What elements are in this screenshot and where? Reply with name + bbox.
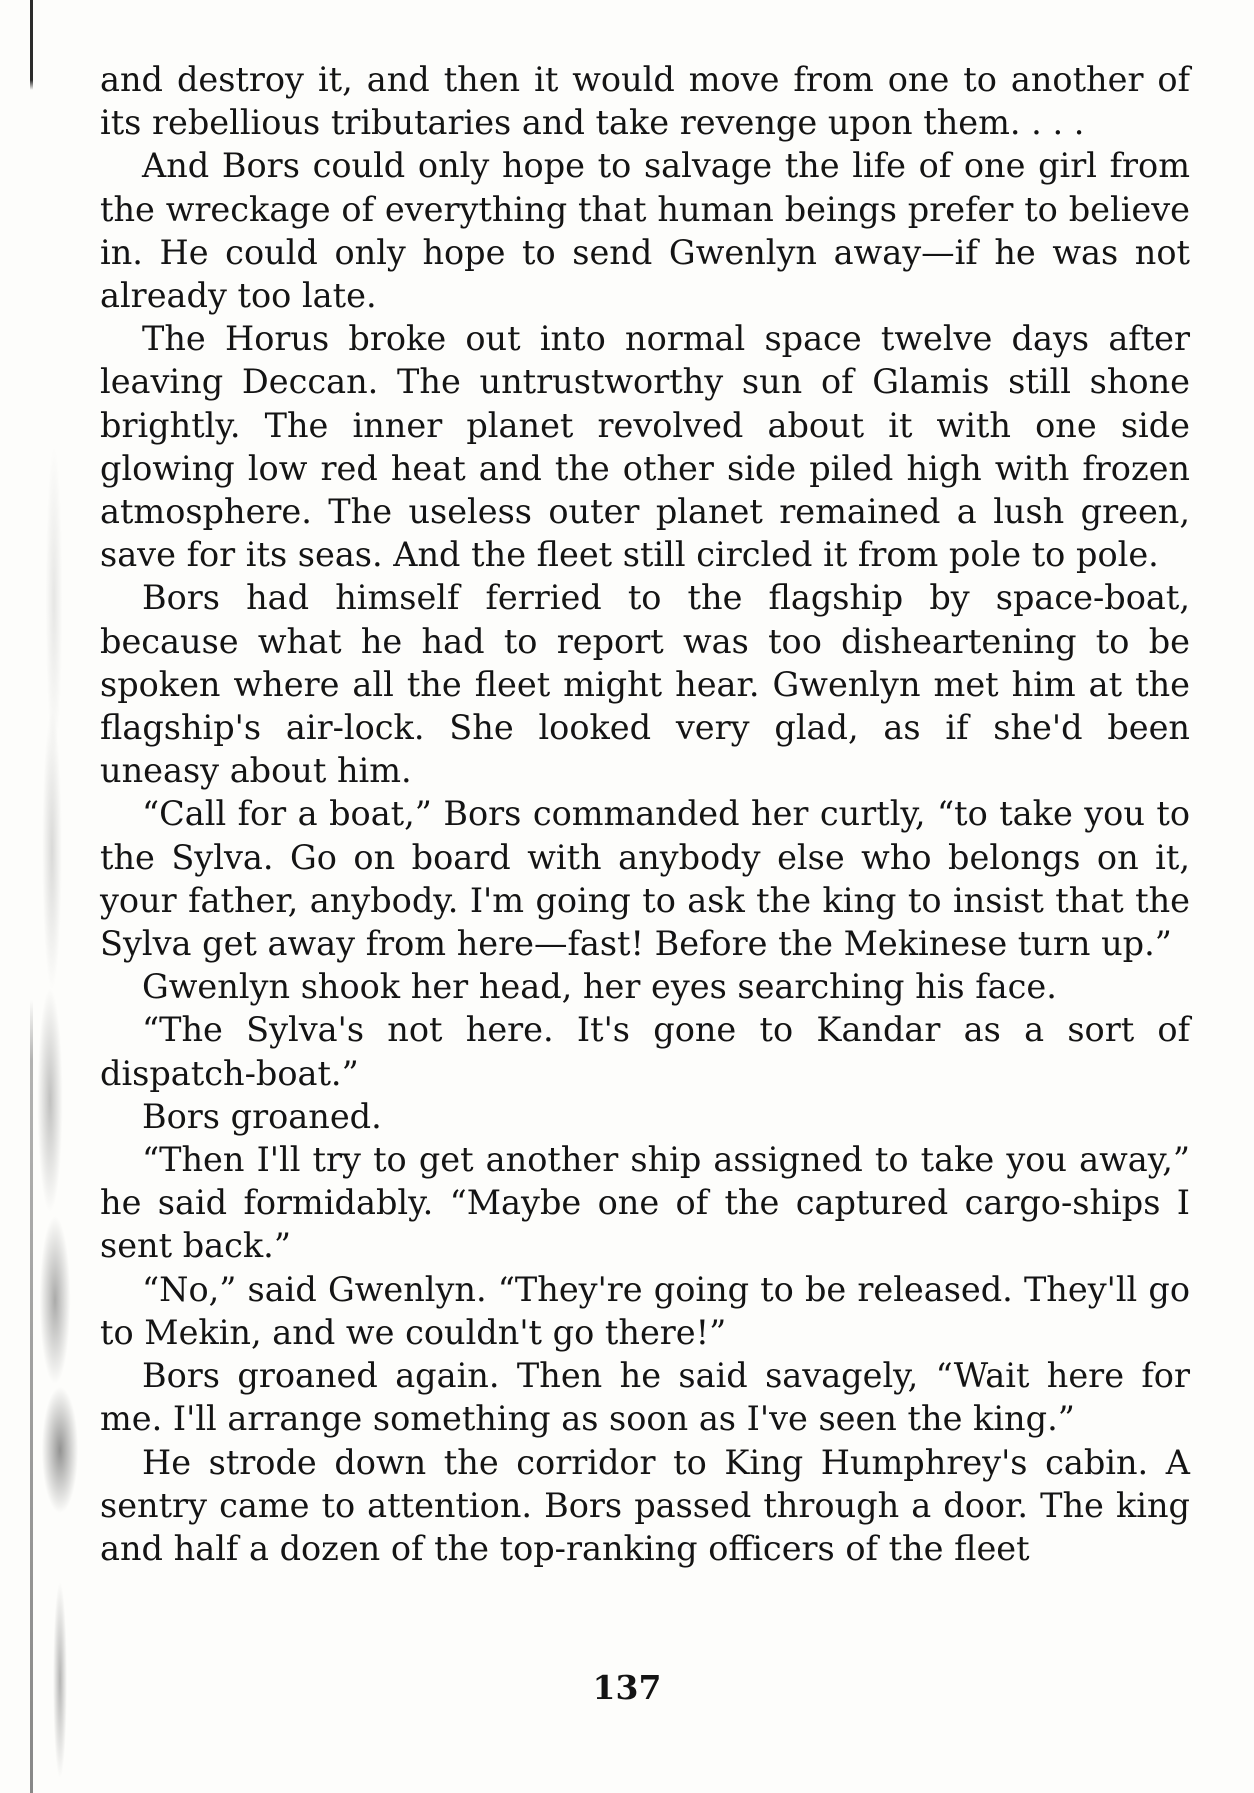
paragraph-1: and destroy it, and then it would move from one to another of its rebellious tributaries and take revenge upon them. . . . [100,60,1190,143]
page-body-text [100,58,1190,1570]
paragraph-6: Gwenlyn shook her head, her eyes searching his face. [142,967,1057,1007]
binding-edge-line [30,0,33,1793]
paragraph-4: Bors had himself ferried to the flagship by space-boat, because what he had to report was too disheartening to be spoken where all the fleet might hear. Gwenlyn met him at the flagship's air-lock. She looked very glad, as if she'd been uneasy about him. [100,578,1190,791]
paragraph-11: Bors groaned again. Then he said savagely, “Wait here for me. I'll arrange something as soon as I've seen the king.” [100,1356,1190,1439]
paragraph-9: “Then I'll try to get another ship assigned to take you away,” he said formidably. “Maybe one of the captured cargo-ships I sent back.” [100,1140,1190,1266]
paragraph-12: He strode down the corridor to King Humphrey's cabin. A sentry came to attention. Bors passed through a door. The king and half a dozen of the top-ranking officers of the fleet [100,1442,1190,1568]
scanned-binding-shadow [0,0,92,1793]
paragraph-7: “The Sylva's not here. It's gone to Kandar as a sort of dispatch-boat.” [100,1010,1190,1093]
paragraph-5: “Call for a boat,” Bors commanded her curtly, “to take you to the Sylva. Go on board with anybody else who belongs on it, your father, anybody. I'm going to ask the king to insist that the Sylva get away from here—fast! Before the Mekinese turn up.” [100,794,1190,964]
paragraph-8: Bors groaned. [142,1096,382,1136]
page-number: 137 [592,1668,662,1707]
paragraph-3: The Horus broke out into normal space twelve days after leaving Deccan. The untrustworthy sun of Glamis still shone brightly. The inner planet revolved about it with one side glowing low red heat and the other side piled high with frozen atmosphere. The useless outer planet remained a lush green, save for its seas. And the fleet still circled it from pole to pole. [100,319,1190,575]
paragraph-10: “No,” said Gwenlyn. “They're going to be released. They'll go to Mekin, and we couldn't go there!” [100,1269,1190,1352]
paragraph-2: And Bors could only hope to salvage the life of one girl from the wreckage of everything that human beings prefer to believe in. He could only hope to send Gwenlyn away—if he was not already too late. [100,146,1190,316]
